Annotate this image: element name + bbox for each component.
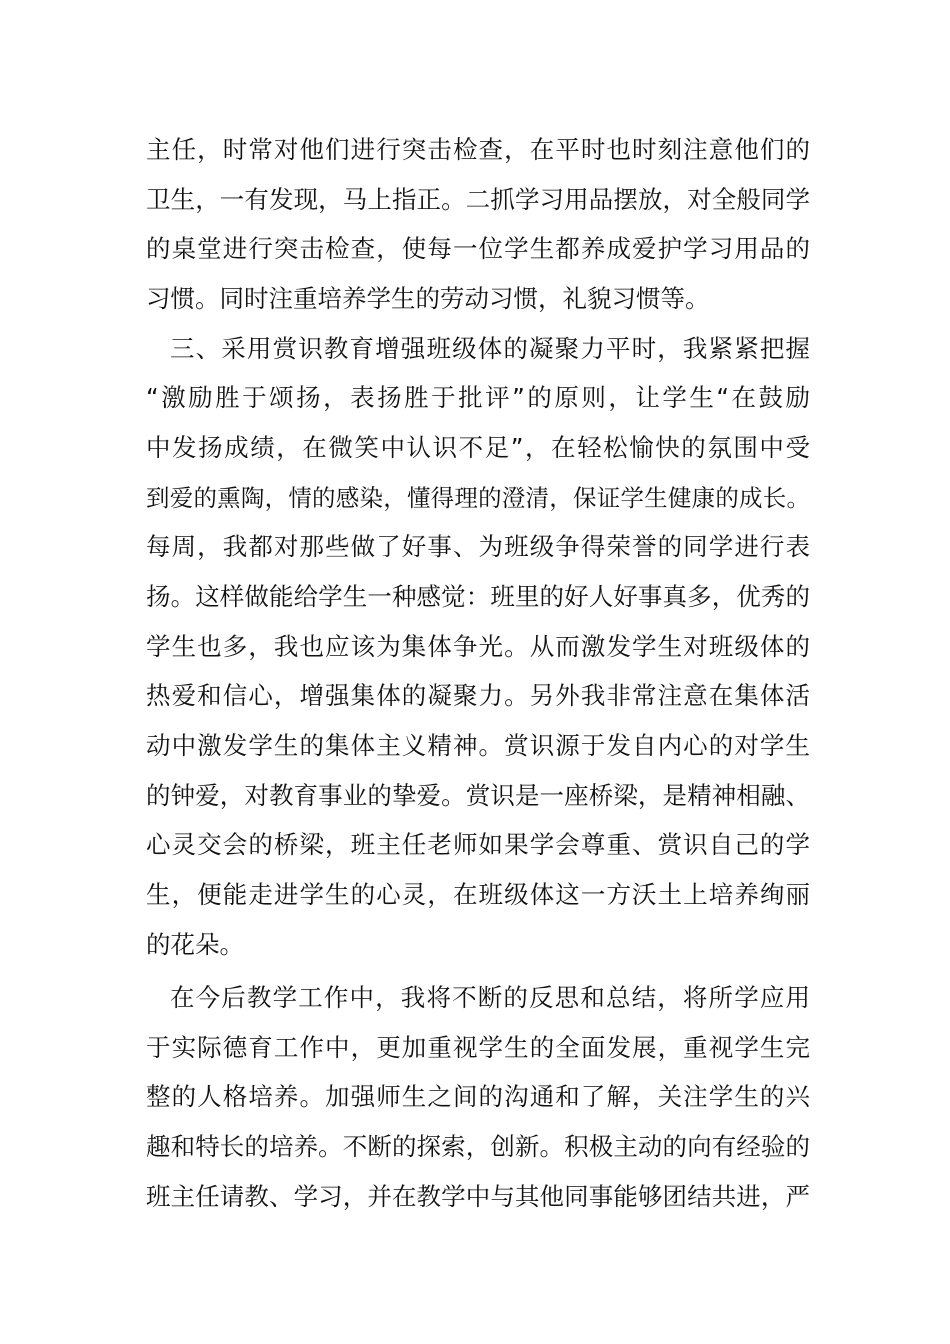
text-line: 每周，我都对那些做了好事、为班级争得荣誉的同学进行表 — [146, 532, 810, 561]
section-heading-line: 三、采用赏识教育增强班级体的凝聚力平时，我紧紧把握 — [170, 334, 810, 363]
text-line: 习惯。同时注重培养学生的劳动习惯，礼貌习惯等。 — [146, 284, 710, 313]
text-line: “激励胜于颂扬，表扬胜于批评”的原则，让学生“在鼓励 — [146, 383, 810, 412]
paragraph-first-line: 在今后教学工作中，我将不断的反思和总结，将所学应用 — [170, 983, 810, 1012]
text-line: 的花朵。 — [146, 930, 244, 959]
text-line: 热爱和信心，增强集体的凝聚力。另外我非常注意在集体活 — [146, 681, 810, 710]
text-line: 到爱的熏陶，情的感染，懂得理的澄清，保证学生健康的成长。 — [146, 484, 810, 512]
text-line: 动中激发学生的集体主义精神。赏识源于发自内心的对学生 — [146, 731, 810, 760]
text-line: 班主任请教、学习，并在教学中与其他同事能够团结共进，严 — [146, 1182, 810, 1211]
text-line: 的桌堂进行突击检查，使每一位学生都养成爱护学习用品的 — [146, 234, 810, 263]
text-line: 趣和特长的培养。不断的探索，创新。积极主动的向有经验的 — [146, 1132, 810, 1161]
text-line: 生，便能走进学生的心灵，在班级体这一方沃土上培养绚丽 — [146, 880, 810, 909]
text-line: 学生也多，我也应该为集体争光。从而激发学生对班级体的 — [146, 632, 810, 661]
text-line: 于实际德育工作中，更加重视学生的全面发展，重视学生完 — [146, 1033, 810, 1062]
text-line: 心灵交会的桥梁，班主任老师如果学会尊重、赏识自己的学 — [146, 830, 810, 859]
text-line: 中发扬成绩，在微笑中认识不足”，在轻松愉快的氛围中受 — [146, 433, 810, 462]
text-line: 卫生，一有发现，马上指正。二抓学习用品摆放，对全般同学 — [146, 185, 810, 214]
text-line: 的钟爱，对教育事业的挚爱。赏识是一座桥梁，是精神相融、 — [146, 781, 810, 810]
text-line: 整的人格培养。加强师生之间的沟通和了解，关注学生的兴 — [146, 1082, 810, 1111]
text-line: 主任，时常对他们进行突击检查，在平时也时刻注意他们的 — [146, 135, 810, 164]
text-line: 扬。这样做能给学生一种感觉：班里的好人好事真多，优秀的 — [146, 582, 810, 611]
